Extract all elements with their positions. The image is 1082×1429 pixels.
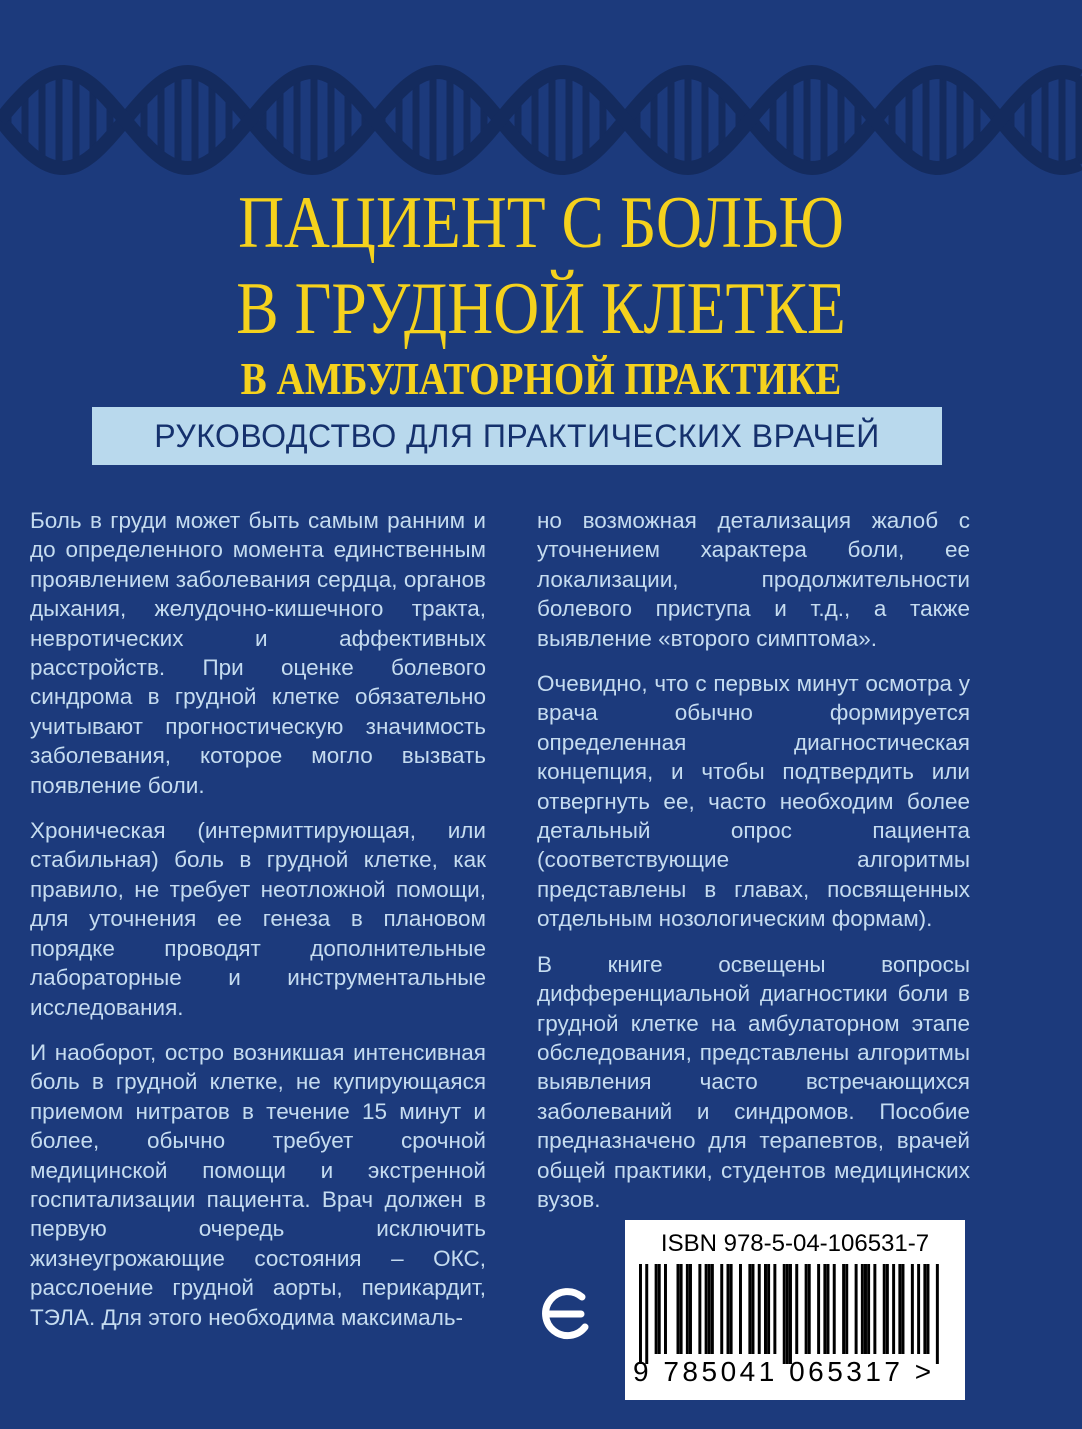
- book-title-line-1: ПАЦИЕНТ С БОЛЬЮ: [238, 182, 844, 264]
- barcode-bar: [861, 1264, 864, 1354]
- title-block: [60, 180, 1022, 406]
- barcode-digits: 9 785041 065317 >: [633, 1356, 935, 1387]
- barcode-bar: [808, 1264, 811, 1354]
- barcode-bar: [823, 1264, 826, 1354]
- barcode-bar: [936, 1264, 939, 1364]
- barcode-bar: [658, 1264, 661, 1354]
- barcode-bar: [898, 1264, 901, 1354]
- left-paragraph-2: Хроническая (интермиттирующая, или стабильная) боль в грудной клетке, как правило, не требует неотложной помощи, для уточнения ее генеза в плановом порядке проводят дополнительные лабораторные и инструментальные исследования.: [30, 818, 486, 1020]
- barcode-bar: [786, 1264, 789, 1364]
- barcode-bar: [711, 1264, 714, 1354]
- publisher-logo-icon: [535, 1283, 595, 1343]
- barcode-icon: [639, 1264, 939, 1364]
- barcode-bar: [864, 1264, 867, 1354]
- barcode-bar: [833, 1264, 836, 1354]
- left-paragraph-3: И наоборот, остро возникшая интенсивная боль в грудной клетке, не купирующаяся приемом нитратов в течение 15 минут и более, обычно требует срочной медицинской помощи и экстренной госпитализации пациента. Врач должен в первую очередь исключить жизнеугрожающие состояния – ОКС, расслоение грудной аорты, перикардит, ТЭЛА. Для этого необходима максималь-: [30, 1039, 486, 1330]
- barcode-bar: [680, 1264, 683, 1354]
- left-text-column: [30, 506, 486, 1348]
- barcode-bar: [655, 1264, 658, 1354]
- barcode-bar: [795, 1264, 798, 1354]
- barcode-bar: [727, 1264, 730, 1354]
- barcode-bar: [892, 1264, 895, 1354]
- barcode-bar: [677, 1264, 680, 1354]
- barcode-bar: [789, 1264, 792, 1364]
- dna-helix-icon: [0, 60, 1082, 180]
- barcode-bar: [767, 1264, 770, 1354]
- barcode-bar: [708, 1264, 711, 1354]
- barcode-bar: [705, 1264, 708, 1354]
- barcode-bar: [867, 1264, 870, 1354]
- barcode-bar: [923, 1264, 926, 1354]
- barcode-bar: [817, 1264, 820, 1354]
- barcode-bar: [639, 1264, 642, 1364]
- barcode-bar: [748, 1264, 751, 1354]
- barcode-bar: [902, 1264, 905, 1354]
- barcode-bar: [686, 1264, 689, 1354]
- barcode-bar: [927, 1264, 930, 1354]
- barcode-bar: [805, 1264, 808, 1354]
- book-title-line-3: В АМБУЛАТОРНОЙ ПРАКТИКЕ: [240, 353, 842, 404]
- barcode-bar: [855, 1264, 858, 1354]
- barcode-bar: [739, 1264, 742, 1354]
- barcode-bar: [764, 1264, 767, 1354]
- subtitle-text: РУКОВОДСТВО ДЛЯ ПРАКТИЧЕСКИХ ВРАЧЕЙ: [154, 417, 880, 454]
- barcode-bar: [883, 1264, 886, 1354]
- right-paragraph-3: В книге освещены вопросы дифференциальной диагностики боли в грудной клетке на амбулаторном этапе обследования, представлены алгоритмы выявления часто встречающихся заболеваний и синдромов. Пособие предназначено для терапевтов, врачей общей практики, студентов медицинских вузов.: [537, 951, 970, 1212]
- left-paragraph-1: Боль в груди может быть самым ранним и до определенного момента единственным проявлением заболевания сердца, органов дыхания, желудочно-кишечного тракта, невротических и аффективных расстройств. При оценке болевого синдрома в грудной клетке обязательно учитывают прогностическую значимость заболевания, которое могло вызвать появление боли.: [30, 508, 486, 798]
- barcode-bar: [827, 1264, 830, 1354]
- barcode-bar: [758, 1264, 761, 1354]
- barcode-bar: [773, 1264, 776, 1354]
- barcode-bar: [911, 1264, 914, 1354]
- barcode-bar: [845, 1264, 848, 1354]
- barcode-bar: [698, 1264, 701, 1354]
- barcode-bar: [752, 1264, 755, 1354]
- barcode-bar: [730, 1264, 733, 1354]
- right-paragraph-2: Очевидно, что с первых минут осмотра у врача обычно формируется определенная диагностическая концепция, и чтобы подтвердить или отвергнуть ее, часто необходим более детальный опрос пациента (соответствующие алгоритмы представлены в главах, посвященных отдельным нозологическим формам).: [537, 671, 970, 932]
- book-title-line-2: В ГРУДНОЙ КЛЕТКЕ: [236, 268, 846, 350]
- barcode-bar: [689, 1264, 692, 1354]
- subtitle-banner: [92, 407, 942, 465]
- barcode-bar: [917, 1264, 920, 1354]
- barcode-bar: [645, 1264, 648, 1364]
- barcode-bar: [783, 1264, 786, 1364]
- right-text-column: [537, 506, 970, 1230]
- barcode-bar: [842, 1264, 845, 1354]
- barcode-bar: [720, 1264, 723, 1354]
- right-paragraph-1: но возможная детализация жалоб с уточнением характера боли, ее локализации, продолжительности болевого приступа и т.д., а также выявление «второго симптома».: [537, 508, 970, 651]
- isbn-label: ISBN 978-5-04-106531-7: [660, 1230, 930, 1257]
- barcode-bar: [664, 1264, 667, 1354]
- barcode-bar: [886, 1264, 889, 1354]
- barcode-bar: [873, 1264, 876, 1354]
- barcode-panel: [625, 1220, 965, 1400]
